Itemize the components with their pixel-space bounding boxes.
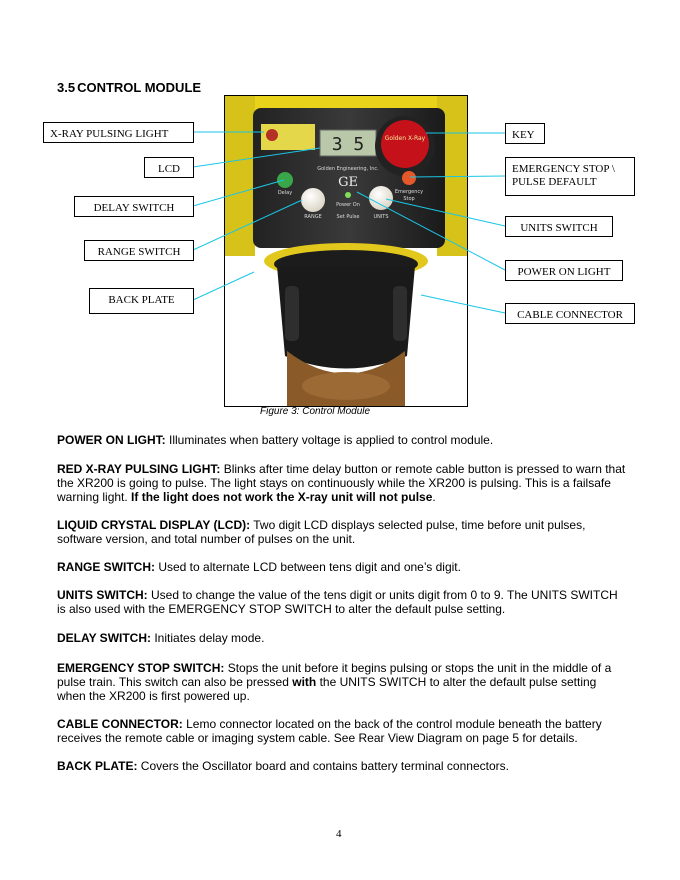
- callout-key: [505, 123, 545, 144]
- para-emergency: [57, 661, 627, 703]
- para-text: Used to change the value of the tens digit or units digit from 0 to 9. The UNITS SWITCH is also used with the EMERGENCY STOP SWITCH to alter the default pulse setting.: [57, 588, 618, 616]
- callout-delay-switch: [74, 196, 194, 217]
- para-term: CABLE CONNECTOR:: [57, 717, 183, 731]
- para-text: Initiates delay mode.: [151, 631, 265, 645]
- delay-label: Delay: [277, 190, 293, 196]
- set-pulse-label: Set Pulse: [336, 214, 360, 220]
- power-on-label: Power On: [336, 202, 360, 208]
- para-term: RED X-RAY PULSING LIGHT:: [57, 462, 221, 476]
- callout-range-label: RANGE SWITCH: [97, 246, 181, 258]
- para-delay: [57, 631, 627, 645]
- units-label: UNITS: [373, 214, 389, 220]
- page-number: 4: [336, 828, 342, 840]
- callout-key-label: KEY: [512, 129, 535, 141]
- callout-xray-label: X-RAY PULSING LIGHT: [50, 128, 169, 140]
- para-term: EMERGENCY STOP SWITCH:: [57, 661, 225, 675]
- callout-back-plate: [89, 288, 194, 314]
- para-text: Lemo connector located on the back of the control module beneath the battery receives the remote cable or imaging system cable. See Rear View Diagram on page 5 for details.: [57, 717, 602, 745]
- callout-emergency-line2: PULSE DEFAULT: [512, 176, 597, 188]
- para-text: Blinks after time delay button or remote cable button is pressed to warn that the XR200 is going to pulse. The light stays on continuously while the XR200 is pulsing. This is a failsafe warning light.: [57, 462, 626, 504]
- figure-caption: Figure 3: Control Module: [260, 406, 371, 417]
- callout-xray-pulsing-light: [43, 122, 194, 143]
- callout-lcd: [144, 157, 194, 178]
- section-number: 3.5: [57, 80, 76, 95]
- para-lcd: [57, 518, 627, 546]
- para-text: Used to alternate LCD between tens digit and one’s digit.: [155, 560, 461, 574]
- para-text-2: the UNITS SWITCH to alter the default pulse setting when the XR200 is first powered up.: [57, 675, 597, 703]
- para-term: LIQUID CRYSTAL DISPLAY (LCD):: [57, 518, 251, 532]
- para-power-on-light: [57, 433, 627, 447]
- key-text: Golden X-Ray: [384, 135, 426, 142]
- callout-units-label: UNITS SWITCH: [520, 222, 598, 234]
- logo: GE: [338, 175, 358, 190]
- para-term: UNITS SWITCH:: [57, 588, 148, 602]
- brand-text: Golden Engineering, Inc.: [317, 166, 379, 172]
- callout-units-switch: [505, 216, 613, 237]
- para-xray-light: [57, 462, 627, 504]
- para-end: .: [432, 490, 436, 504]
- lcd-value: 3 5: [331, 134, 365, 155]
- callout-cable-label: CABLE CONNECTOR: [517, 309, 623, 321]
- emergency-label-1: Emergency: [394, 189, 424, 195]
- para-text: Stops the unit before it begins pulsing or stops the unit in the middle of a pulse train. This switch can also be pressed: [57, 661, 612, 689]
- para-back-plate: [57, 759, 627, 773]
- para-units: [57, 588, 627, 616]
- callout-emergency-line1: EMERGENCY STOP \: [512, 163, 615, 175]
- callout-range-switch: [84, 240, 194, 261]
- para-text: Two digit LCD displays selected pulse, time before unit pulses, software version, and total number of pulses on the unit.: [57, 518, 586, 546]
- para-bold-with: with: [292, 675, 317, 689]
- para-warning: If the light does not work the X-ray unit will not pulse: [131, 490, 433, 504]
- para-text: Illuminates when battery voltage is applied to control module.: [165, 433, 494, 447]
- section-title: CONTROL MODULE: [77, 80, 202, 95]
- para-text: Covers the Oscillator board and contains battery terminal connectors.: [137, 759, 509, 773]
- emergency-label-2: Stop: [403, 196, 415, 202]
- callout-power-label: POWER ON LIGHT: [517, 266, 611, 278]
- para-term: BACK PLATE:: [57, 759, 138, 773]
- callout-cable-connector: [505, 303, 635, 324]
- callout-power-on-light: [505, 260, 623, 281]
- para-range: [57, 560, 627, 574]
- para-term: DELAY SWITCH:: [57, 631, 152, 645]
- callout-delay-label: DELAY SWITCH: [93, 202, 175, 214]
- para-term: POWER ON LIGHT:: [57, 433, 166, 447]
- para-cable: [57, 717, 627, 745]
- callout-emergency-stop: [505, 157, 635, 196]
- callout-lcd-label: LCD: [158, 163, 180, 175]
- para-term: RANGE SWITCH:: [57, 560, 155, 574]
- callout-back-plate-label: BACK PLATE: [108, 294, 175, 306]
- range-label: RANGE: [304, 214, 322, 220]
